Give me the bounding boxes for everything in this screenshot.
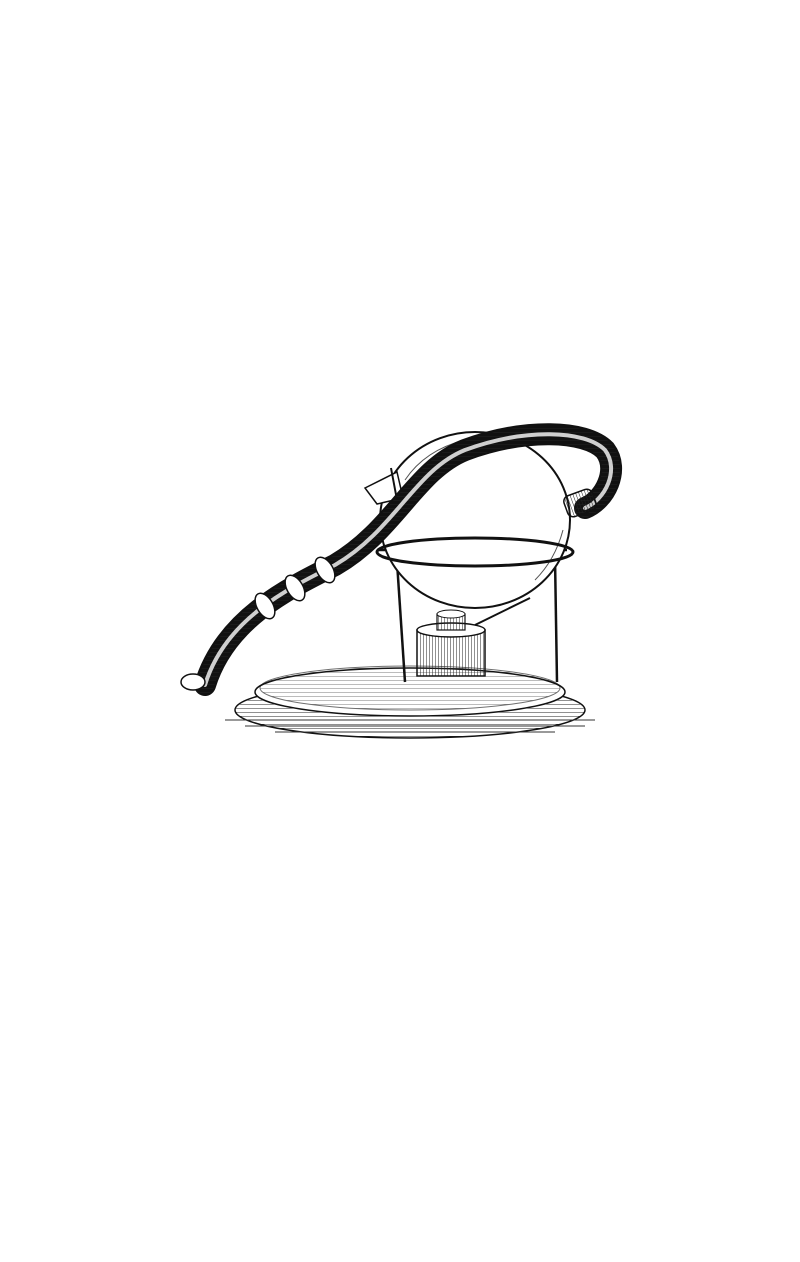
glass-ballon [380,432,570,608]
fumigation-apparatus-illustration [165,420,635,750]
spirit-lamp [417,598,530,676]
